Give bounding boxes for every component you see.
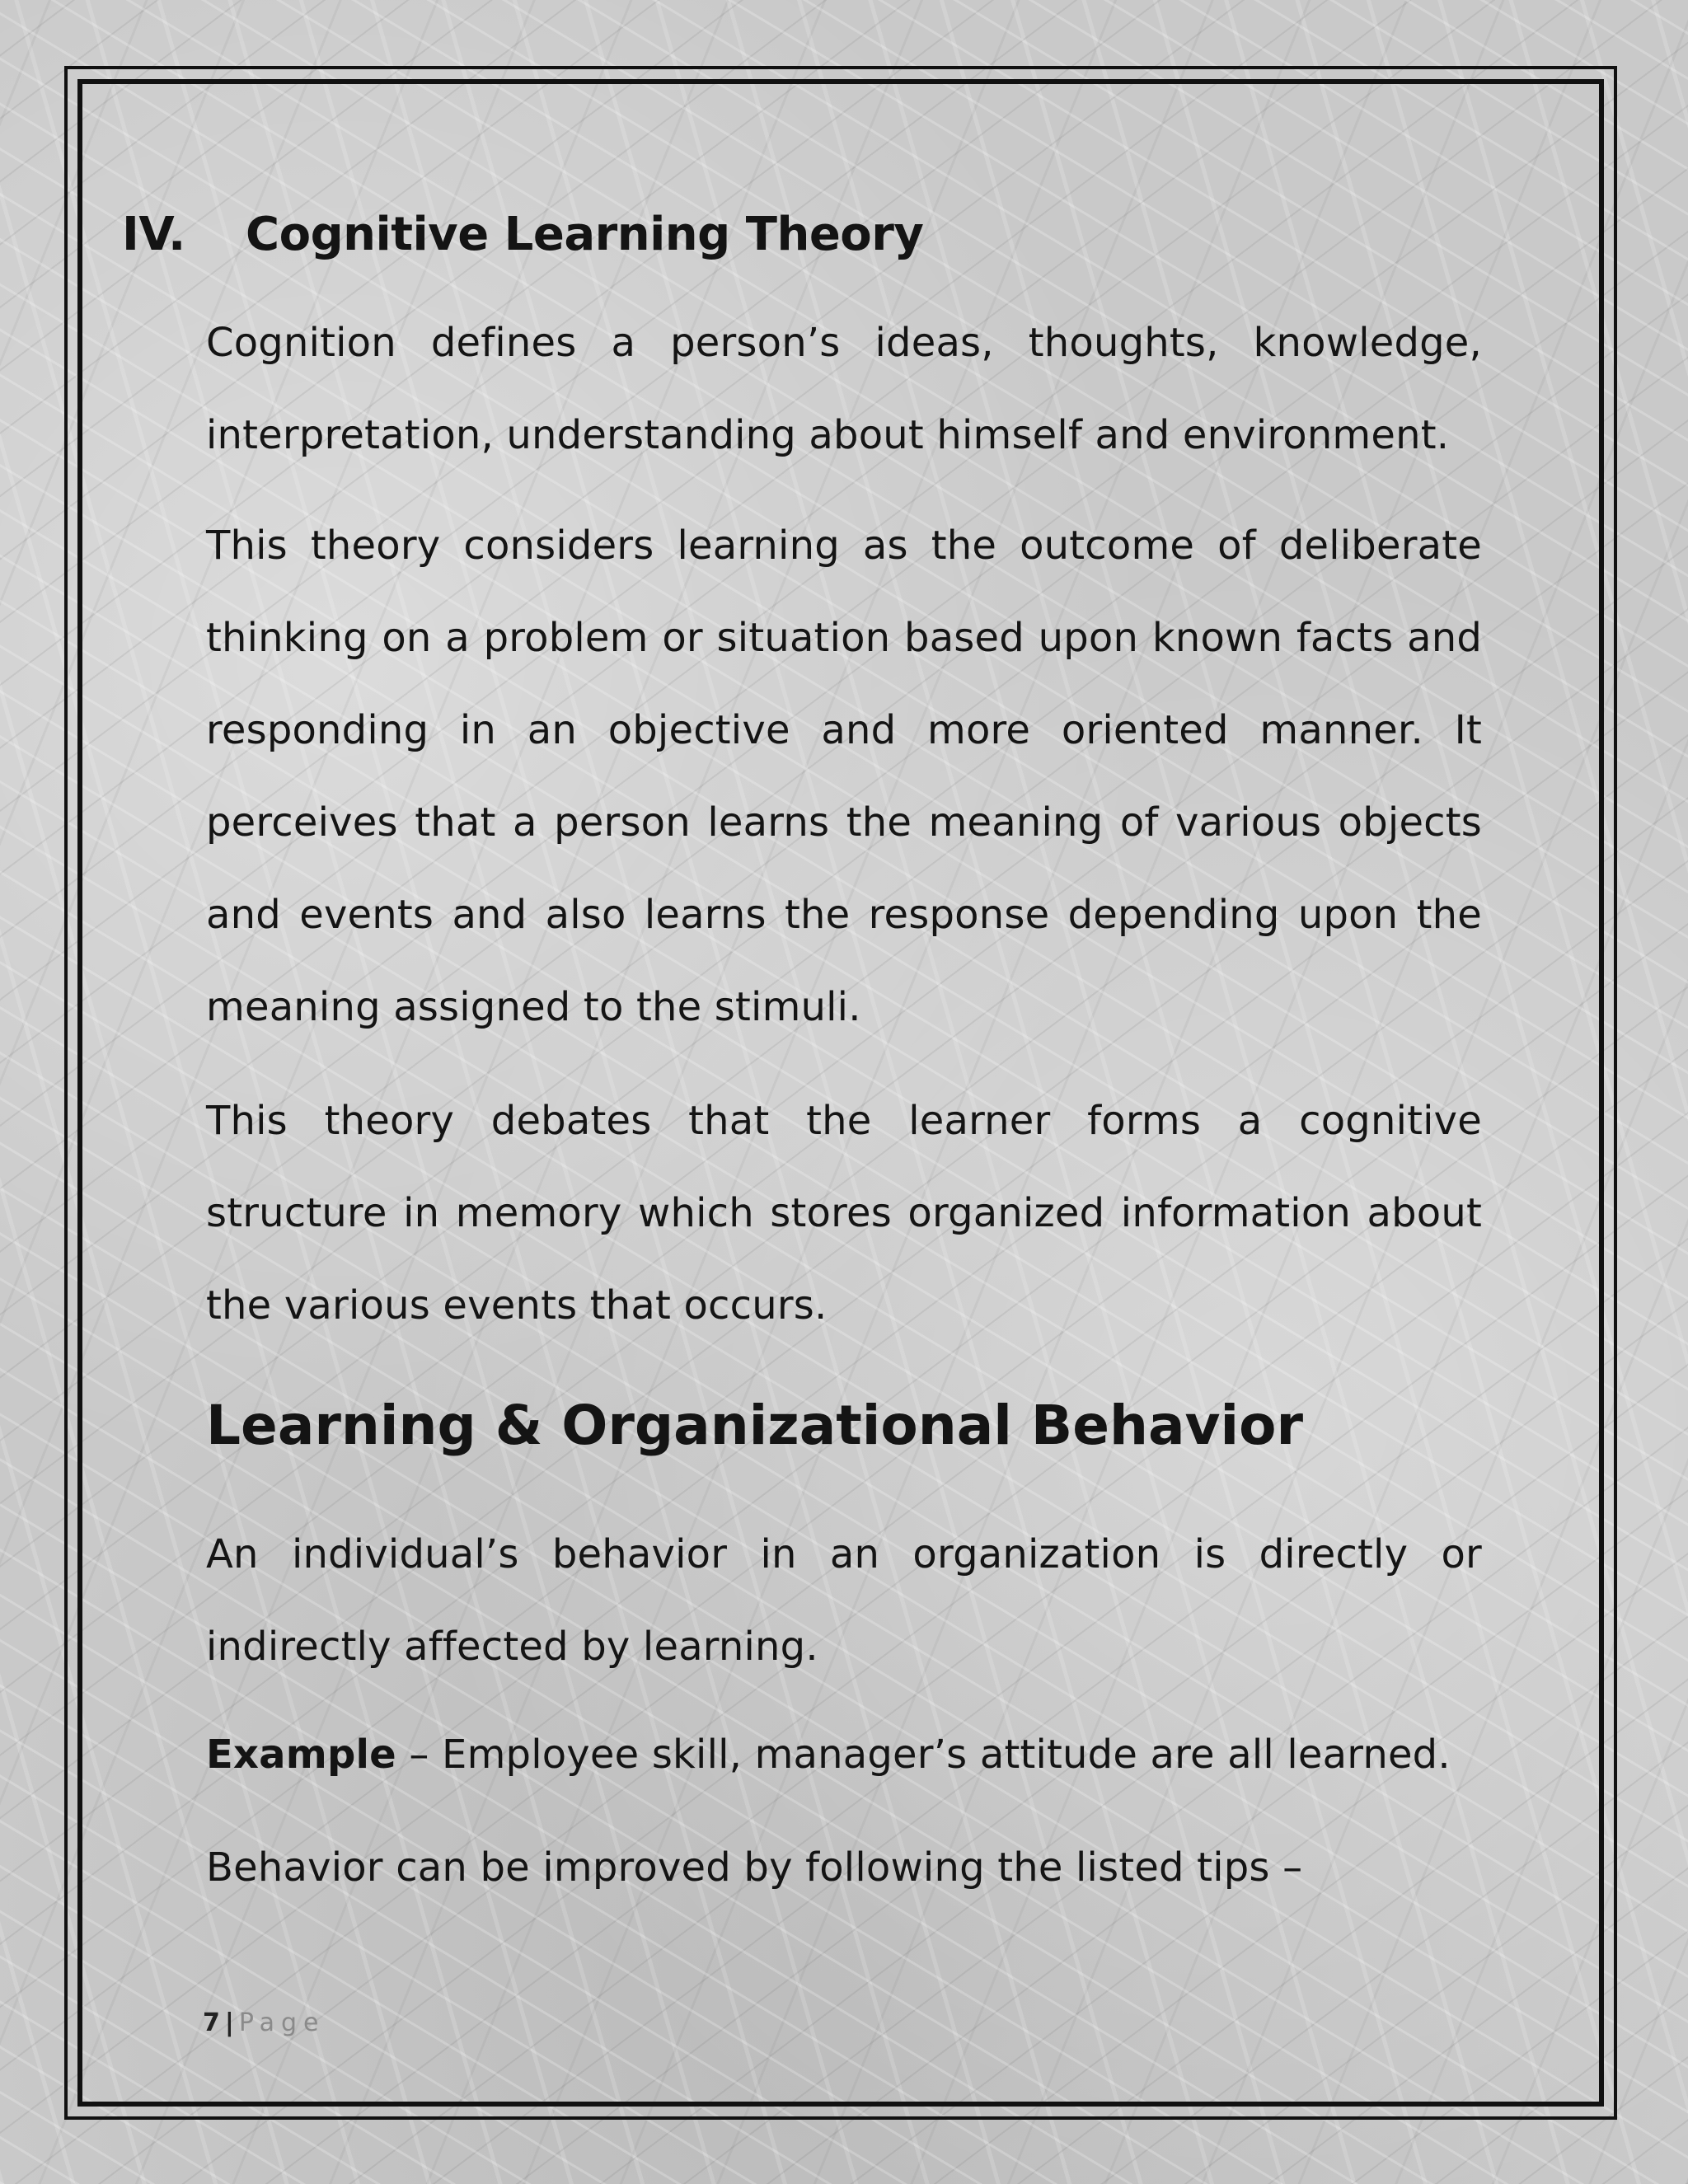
paragraph-individual-behavior: An individual’s behavior in an organization is directly or indirectly affected by learning. [206, 1531, 1482, 1670]
section-title: Cognitive Learning Theory [246, 208, 924, 261]
page-number: 7 [203, 2008, 220, 2037]
section-numeral: IV. [122, 208, 185, 261]
example-label: Example [206, 1732, 396, 1778]
paragraph-behavior-tips: Behavior can be improved by following the listed tips – [206, 1844, 1303, 1891]
paragraph-example [206, 1708, 1525, 1801]
paragraph-theory-debates: This theory debates that the learner forms a cognitive structure in memory which stores organized information about the various events that occurs. [206, 1098, 1482, 1329]
example-text: – Employee skill, manager’s attitude are all learned. [396, 1732, 1451, 1778]
paragraph-cognition-definition: Cognition defines a person’s ideas, thoughts, knowledge, interpretation, understanding about himself and environment. [206, 320, 1482, 458]
paragraph-theory-considers: This theory considers learning as the outcome of deliberate thinking on a problem or situation based upon known facts and responding in an objective and more oriented manner. It perceives that a person learns the meaning of various objects and events and also learns the response depending upon the meaning assigned to the stimuli. [206, 523, 1482, 1030]
subheading-learning-ob: Learning & Organizational Behavior [206, 1394, 1304, 1457]
section-heading [122, 202, 923, 268]
footer-separator: | [224, 2008, 234, 2037]
page-label: Page [238, 2008, 326, 2037]
page-footer [203, 2008, 325, 2037]
